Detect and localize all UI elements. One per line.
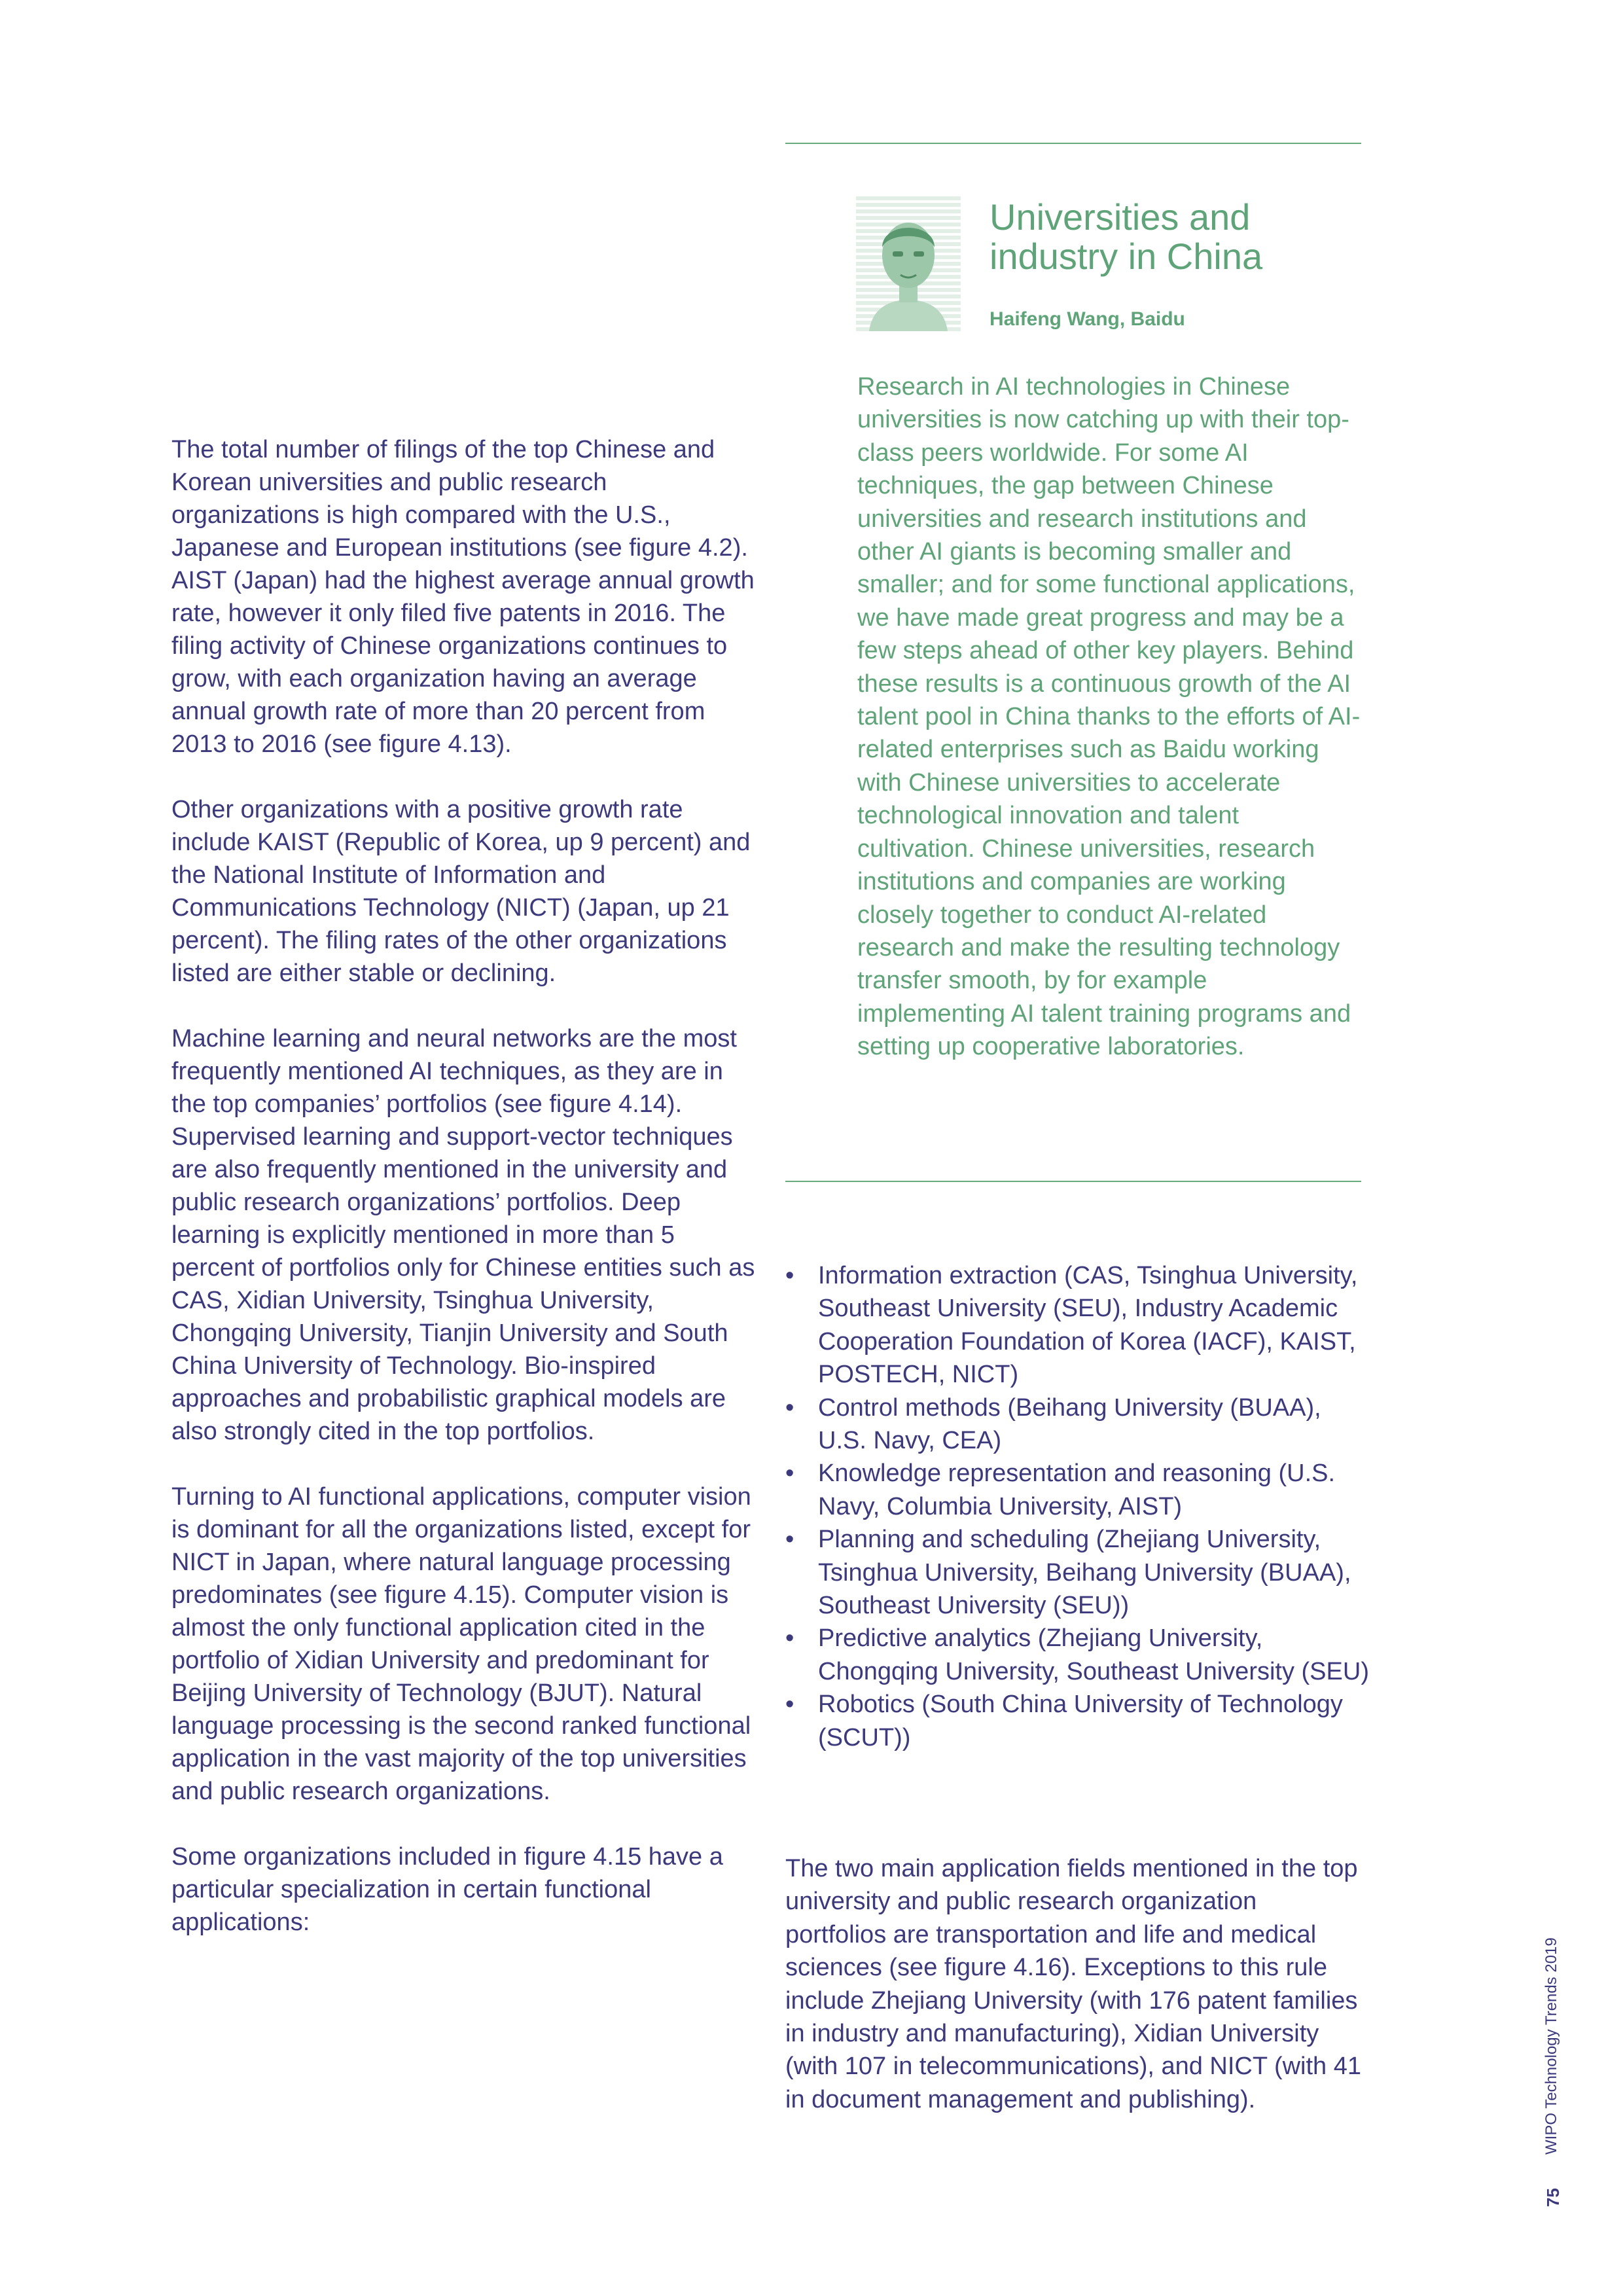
box-author: Haifeng Wang, Baidu (990, 308, 1185, 330)
running-footer (1542, 1937, 1568, 2161)
right-paragraph: The two main application fields mentioned in the top university and public research organization portfolios are transportation and life and medical sciences (see figure 4.16). Exceptions to this rule include Zhejiang University (with 176 patent families in industry and manufacturing), Xidian University (with 107 in telecommunications), and NICT (with 41 in document management and publishing). (785, 1855, 1362, 2113)
box-body: Research in AI technologies in Chinese universities is now catching up with their top-class peers worldwide. For some AI techniques, the gap between Chinese universities and research institutions and other AI giants is becoming smaller and smaller; and for some functional applications, we have made great progress and may be a few steps ahead of other key players. Behind these results is a continuous growth of the AI talent pool in China thanks to the efforts of AI-related enterprises such as Baidu working with Chinese universities to accelerate technological innovation and talent cultivation. Chinese universities, research institutions and companies are working closely together to conduct AI-related research and make the resulting technology transfer smooth, by for example implementing AI talent training programs and setting up cooperative laboratories. (857, 373, 1361, 1061)
box-top-rule (785, 143, 1361, 144)
left-paragraph-3: Machine learning and neural networks are the most frequently mentioned AI techniques, as they are in the top companies’ portfolios (see figure 4.14). Supervised learning and support-vector techniques are also frequently mentioned in the university and public research organizations’ portfolios. Deep learning is explicitly mentioned in more than 5 percent of portfolios only for Chinese entities such as CAS, Xidian University, Tsinghua University, Chongqing University, Tianjin University and South China University of Technology. Bio-inspired approaches and probabilistic graphical models are also strongly cited in the top portfolios. (171, 1025, 755, 1445)
left-column (171, 433, 760, 1971)
list-item: • Predictive analytics (Zhejiang University, Chongqing University, Southeast University (SEU) (785, 1622, 1374, 1688)
bullet-icon: • (785, 1460, 794, 1488)
page-number-wrap (1543, 2188, 1569, 2214)
left-paragraph-5: Some organizations included in figure 4.15 have a particular specialization in certain functional applications: (171, 1843, 723, 1936)
list-item: • Planning and scheduling (Zhejiang University, Tsinghua University, Beihang University (BUAA), Southeast University (SEU)) (785, 1523, 1374, 1622)
left-paragraph-4: Turning to AI functional applications, computer vision is dominant for all the organizations listed, except for NICT in Japan, where natural language processing predominates (see figure 4.15). Computer vision is almost the only functional application cited in the portfolio of Xidian University and predominant for Beijing University of Technology (BJUT). Natural language processing is the second ranked functional application in the vast majority of the top universities and public research organizations. (171, 1483, 751, 1805)
portrait-illustration (856, 195, 961, 331)
box-title: Universities and industry in China (990, 196, 1263, 277)
left-paragraph-1: The total number of filings of the top Chinese and Korean universities and public research organizations is high compared with the U.S., Japanese and European institutions (see figure 4.2). AIST (Japan) had the highest average annual growth rate, however it only filed five patents in 2016. The filing activity of Chinese organizations continues to grow, with each organization having an average annual growth rate of more than 20 percent from 2013 to 2016 (see figure 4.13). (171, 436, 755, 758)
bullet-icon: • (785, 1691, 794, 1719)
bullet-icon: • (785, 1393, 794, 1422)
bullet-icon: • (785, 1262, 794, 1289)
list-item: • Control methods (Beihang University (BUAA), U.S. Navy, CEA) (785, 1391, 1374, 1458)
box-bottom-rule (785, 1181, 1361, 1182)
author-photo (856, 195, 961, 331)
left-paragraph-2: Other organizations with a positive growth rate include KAIST (Republic of Korea, up 9 percent) and the National Institute of Information and Communications Technology (NICT) (Japan, up 21 percent). The filing rates of the other organizations listed are either stable or declining. (171, 796, 751, 987)
publication-title: WIPO Technology Trends 2019 (1543, 1937, 1560, 2155)
bullet-icon: • (785, 1624, 794, 1653)
specialization-list (785, 1259, 1374, 1754)
list-item: • Robotics (South China University of Technology (SCUT)) (785, 1688, 1374, 1754)
page-number: 75 (1543, 2188, 1563, 2207)
list-item: • Information extraction (CAS, Tsinghua University, Southeast University (SEU), Industry Academic Cooperation Foundation of Korea (IACF), KAIST, POSTECH, NICT) (785, 1259, 1374, 1391)
list-item: • Knowledge representation and reasoning (U.S. Navy, Columbia University, AIST) (785, 1457, 1374, 1523)
bullet-icon: • (785, 1526, 794, 1554)
